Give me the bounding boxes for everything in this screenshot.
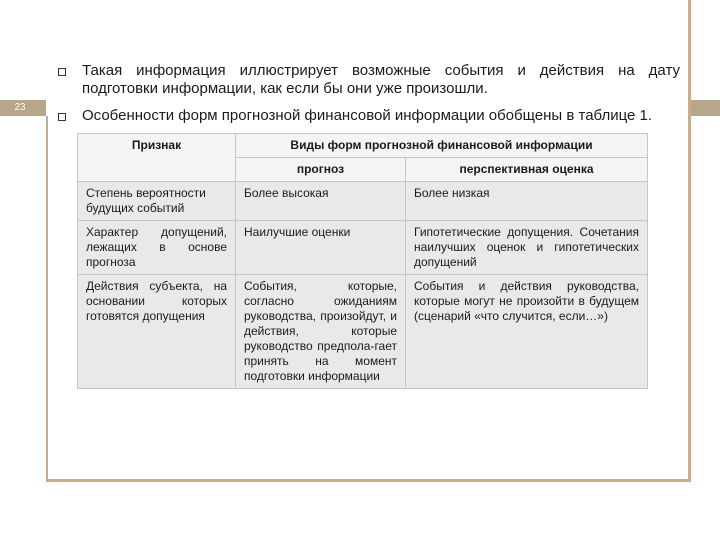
cell-perspective: События и действия руководства, которые могут не произойти в будущем (сценарий «что случится, если…») <box>406 275 648 389</box>
cell-forecast: Наилучшие оценки <box>236 221 406 275</box>
cell-perspective: Гипотетические допущения. Сочетания наилучших оценок и гипотетических допущений <box>406 221 648 275</box>
cell-forecast: Более высокая <box>236 182 406 221</box>
table-row <box>78 182 648 221</box>
slide-number: 23 <box>14 102 26 113</box>
table-header-row <box>78 134 648 158</box>
cell-feature: Степень вероятности будущих событий <box>78 182 236 221</box>
slide-frame-left <box>46 116 48 482</box>
bullet-square-icon <box>58 68 66 76</box>
table-row <box>78 221 648 275</box>
cell-feature: Характер допущений, лежащих в основе прогноза <box>78 221 236 275</box>
cell-perspective: Более низкая <box>406 182 648 221</box>
bullet-text: Особенности форм прогнозной финансовой информации обобщены в таблице 1. <box>82 107 653 124</box>
cell-forecast: События, которые, согласно ожиданиям руководства, произойдут, и действия, которые руководство предпола-гает принять на момент подготовки информации <box>236 275 406 389</box>
bullet-text: Такая информация иллюстрирует возможные события и действия на дату подготовки информации, как если бы они уже произошли. <box>82 62 680 97</box>
slide-frame-right <box>688 0 691 482</box>
bullet-square-icon <box>58 113 66 121</box>
header-perspective: перспективная оценка <box>406 158 648 182</box>
slide-frame-bottom <box>46 479 691 482</box>
header-feature: Признак <box>78 134 236 182</box>
cell-feature: Действия субъекта, на основании которых готовятся допущения <box>78 275 236 389</box>
header-forms-group: Виды форм прогнозной финансовой информации <box>236 134 648 158</box>
slide-accent-bar <box>691 100 720 116</box>
header-forecast: прогноз <box>236 158 406 182</box>
table-row <box>78 275 648 389</box>
forms-table <box>77 133 648 389</box>
